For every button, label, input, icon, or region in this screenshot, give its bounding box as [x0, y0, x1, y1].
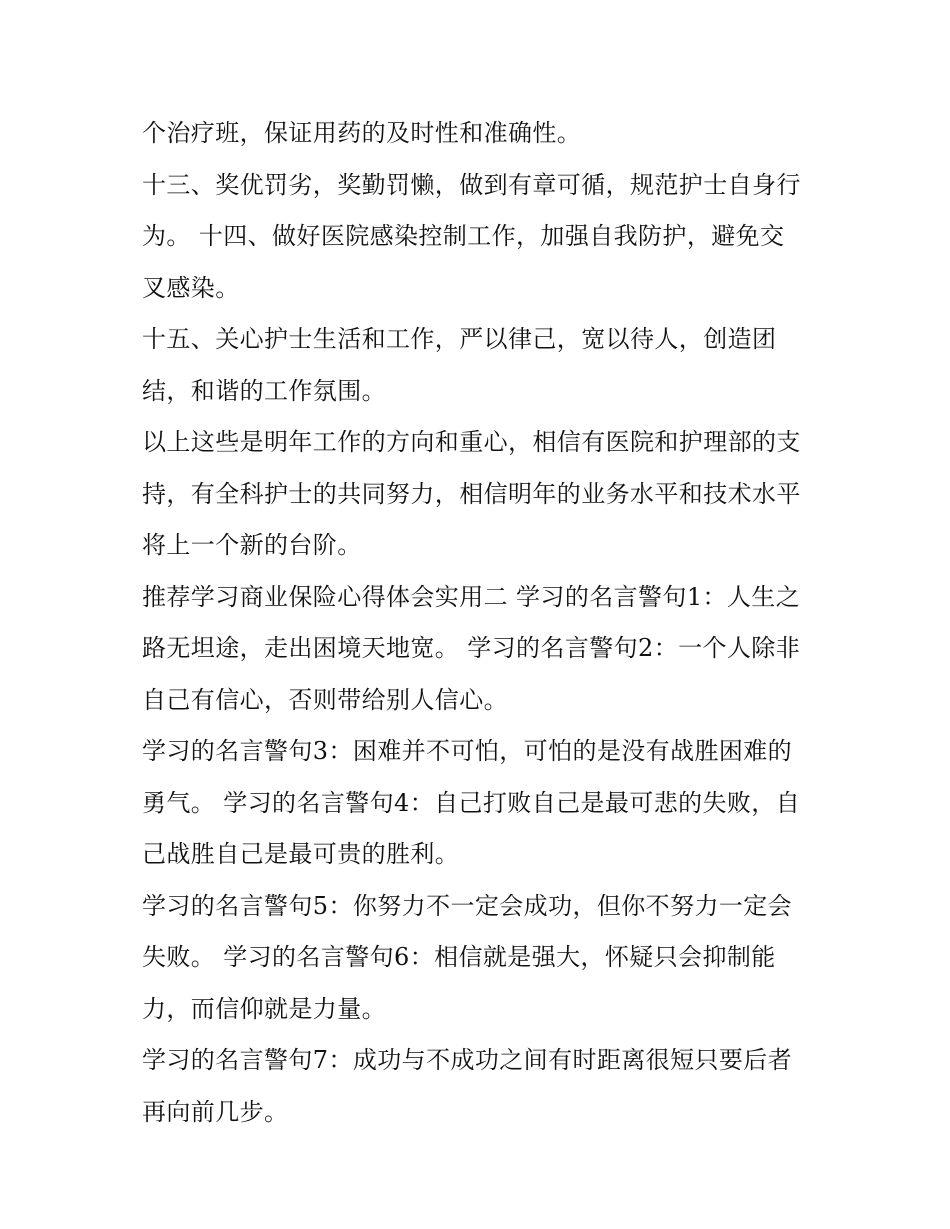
text-line: 路无坦途，走出困境天地宽。 学习的名言警句2：一个人除非 [142, 634, 801, 662]
text-line: 学习的名言警句3：困难并不可怕，可怕的是没有战胜困难的 [142, 737, 793, 765]
text-line: 推荐学习商业保险心得体会实用二 学习的名言警句1：人生之 [142, 582, 801, 611]
text-line: 失败。 学习的名言警句6：相信就是强大，怀疑只会抑制能 [142, 943, 776, 971]
paragraph-item-15 [142, 314, 822, 417]
text-line: 结，和谐的工作氛围。 [142, 376, 386, 405]
paragraph-quote-7 [142, 1035, 822, 1138]
paragraph-quotes-5-6 [142, 881, 822, 1036]
text-line: 己战胜自己是最可贵的胜利。 [142, 840, 460, 868]
text-line: 将上一个新的台阶。 [142, 531, 362, 559]
text-line: 学习的名言警句5：你努力不一定会成功，但你不努力一定会 [142, 891, 793, 920]
document-body [142, 108, 822, 1138]
paragraph-summary [142, 417, 822, 572]
text-line: 为。 十四、做好医院感染控制工作，加强自我防护，避免交 [142, 222, 785, 250]
paragraph-treatment-shift [142, 108, 822, 160]
text-line: 十三、奖优罚劣，奖勤罚懒，做到有章可循，规范护士自身行 [142, 170, 801, 199]
paragraph-quotes-1-2 [142, 572, 822, 727]
paragraph-quotes-3-4 [142, 726, 822, 881]
text-line: 勇气。 学习的名言警句4：自己打败自己是最可悲的失败，自 [142, 788, 801, 817]
text-line: 力，而信仰就是力量。 [142, 994, 386, 1023]
paragraph-item-13-14 [142, 160, 822, 315]
text-line: 再向前几步。 [142, 1097, 289, 1126]
text-line: 叉感染。 [142, 273, 240, 302]
text-line: 持，有全科护士的共同努力，相信明年的业务水平和技术水平 [142, 479, 801, 508]
text-line: 学习的名言警句7：成功与不成功之间有时距离很短只要后者 [142, 1046, 793, 1074]
text-line: 以上这些是明年工作的方向和重心，相信有医院和护理部的支 [142, 428, 801, 456]
text-line: 个治疗班，保证用药的及时性和准确性。 [142, 119, 582, 147]
text-line: 自己有信心，否则带给别人信心。 [142, 685, 508, 714]
text-line: 十五、关心护士生活和工作，严以律己，宽以待人，创造团 [142, 325, 777, 353]
